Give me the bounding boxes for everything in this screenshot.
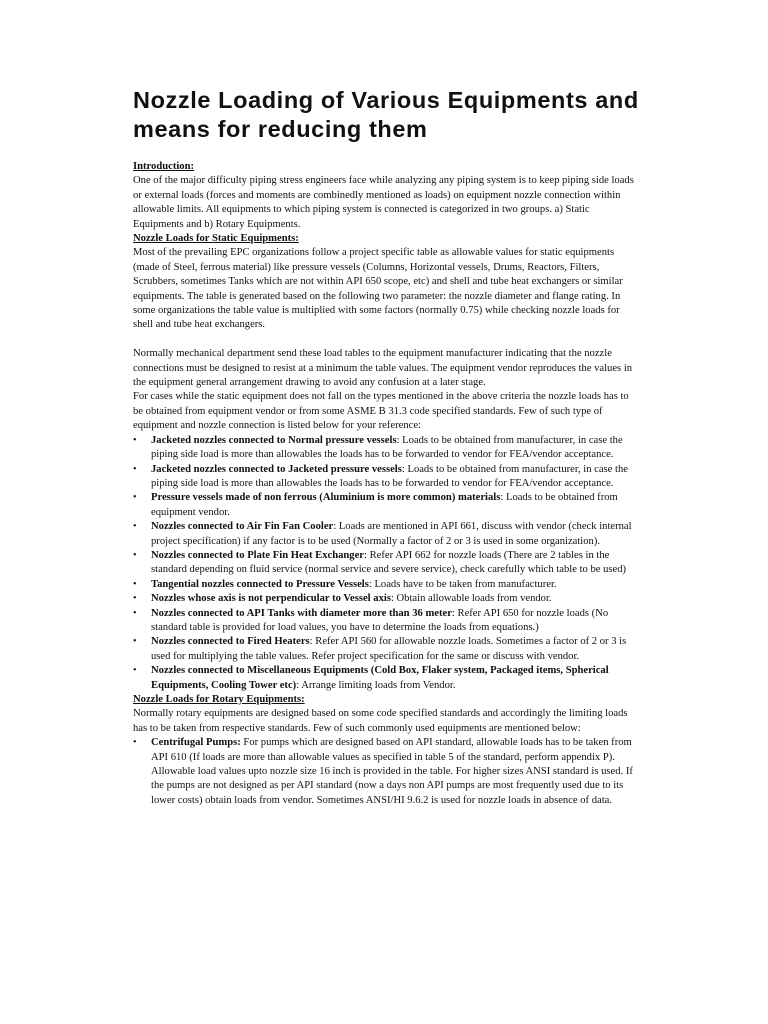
bullet-icon: • xyxy=(133,578,137,590)
list-item-title: Nozzles connected to Fired Heaters xyxy=(151,636,310,648)
list-item xyxy=(133,520,638,549)
list-item-title: Nozzles connected to Miscellaneous Equipments (Cold Box, Flaker system, Packaged items, Spherical Equipments, Cooling Tower etc) xyxy=(151,665,609,691)
bullet-icon: • xyxy=(133,607,137,619)
bullet-icon: • xyxy=(133,521,137,533)
list-item xyxy=(133,736,638,808)
list-item-text: : Loads are mentioned in API 661, discuss with vendor (check internal project specification) if any factor is to be used (Normally a factor of 2 or 3 is used in some organization). xyxy=(151,521,632,547)
bullet-icon: • xyxy=(133,636,137,648)
rotary-equipment-list xyxy=(133,736,638,808)
introduction-heading: Introduction: xyxy=(133,161,195,172)
bullet-icon: • xyxy=(133,492,137,504)
bullet-icon: • xyxy=(133,665,137,677)
list-item xyxy=(133,664,638,693)
list-item-text: : Loads have to be taken from manufacturer. xyxy=(368,578,557,590)
list-item-text: : Refer API 650 for nozzle loads (No standard table is provided for load values, you have to determine the loads from equations.) xyxy=(151,607,609,633)
rotary-paragraph-1: Normally rotary equipments are designed based on some code specified standards and accordingly the limiting loads has to be taken from respective standards. Few of such commonly used equipments are mentioned below: xyxy=(133,708,628,734)
document-body xyxy=(133,160,638,808)
list-item-title: Tangential nozzles connected to Pressure Vessels xyxy=(151,578,369,590)
list-item-title: Nozzles connected to Plate Fin Heat Exchanger xyxy=(151,549,365,561)
bullet-icon: • xyxy=(133,434,137,446)
static-equipments-heading: Nozzle Loads for Static Equipments: xyxy=(133,233,299,245)
list-item xyxy=(133,635,638,664)
bullet-icon: • xyxy=(133,549,137,561)
list-item-title: Nozzles whose axis is not perpendicular to Vessel axis xyxy=(151,593,391,605)
list-item-text: For pumps which are designed based on API standard, allowable loads has to be taken from API 610 (If loads are more than allowable values as specified in table 5 of the standard, perform appendix P). Allowable load values upto nozzle size 16 inch is provided in the table. For higher sizes ANSI standard is used. If the pumps are not designed as per API standard (now a days non API pumps are most frequently used due to its lower costs) obtain loads from vendor. Sometimes ANSI/HI 9.6.2 is used for nozzle loads in absence of data. xyxy=(151,737,633,806)
list-item-title: Nozzles connected to Air Fin Fan Cooler xyxy=(151,521,334,533)
bullet-icon: • xyxy=(133,737,137,749)
static-paragraph-3: For cases while the static equipment does not fall on the types mentioned in the above criteria the nozzle loads has to be obtained from equipment vendor or from some ASME B 31.3 code specified standards. Few of such type of equipment and nozzle connection is listed below for your reference: xyxy=(133,391,629,432)
list-item-text: : Arrange limiting loads from Vendor. xyxy=(296,679,456,691)
list-item-title: Pressure vessels made of non ferrous (Aluminium is more common) materials xyxy=(151,492,501,504)
list-item xyxy=(133,549,638,578)
list-item xyxy=(133,607,638,636)
list-item-title: Nozzles connected to API Tanks with diameter more than 36 meter xyxy=(151,607,452,619)
list-item-title: Centrifugal Pumps: xyxy=(151,737,241,749)
introduction-paragraph: One of the major difficulty piping stress engineers face while analyzing any piping system is to keep piping side loads or external loads (forces and moments are combinedly mentioned as loads) on equipment nozzle connection within allowable limits. All equipments to which piping system is connected is categorized in two groups. a) Static Equipments and b) Rotary Equipments. xyxy=(133,175,634,230)
rotary-equipments-heading: Nozzle Loads for Rotary Equipments: xyxy=(133,694,305,706)
page-title: Nozzle Loading of Various Equipments and means for reducing them xyxy=(133,87,639,142)
bullet-icon: • xyxy=(133,463,137,475)
list-item-text: : Loads to be obtained from manufacturer, in case the piping side load is more than allowables the loads has to be forwarded to vendor for FEA/vendor acceptance. xyxy=(151,463,628,489)
static-equipment-list xyxy=(133,434,638,693)
list-item xyxy=(133,434,638,463)
list-item xyxy=(133,592,638,606)
list-item-title: Jacketed nozzles connected to Jacketed pressure vessels xyxy=(151,463,402,475)
static-paragraph-2: Normally mechanical department send these load tables to the equipment manufacturer indicating that the nozzle connections must be designed to resist at a minimum the table values. The equipment vendor reproduces the values in the equipment general arrangement drawing to avoid any confusion at a later stage. xyxy=(133,348,633,389)
list-item xyxy=(133,463,638,492)
bullet-icon: • xyxy=(133,593,137,605)
paragraph-gap xyxy=(133,333,638,347)
list-item-text: : Refer API 560 for allowable nozzle loads. Sometimes a factor of 2 or 3 is used for multiplying the table values. Refer project specification for the same or discuss with vendor. xyxy=(151,636,627,662)
list-item-text: : Obtain allowable loads from vendor. xyxy=(390,593,552,605)
list-item xyxy=(133,578,638,592)
list-item-text: : Loads to be obtained from manufacturer, in case the piping side load is more than allowables the loads has to be forwarded to vendor for FEA/vendor acceptance. xyxy=(151,434,623,461)
list-item xyxy=(133,491,638,520)
list-item-text: : Loads to be obtained from equipment vendor. xyxy=(151,492,618,518)
static-paragraph-1: Most of the prevailing EPC organizations follow a project specific table as allowable values for static equipments (made of Steel, ferrous material) like pressure vessels (Columns, Horizontal vessels, Drums, Reactors, Filters, Scrubbers, sometimes Tanks which are not within API 650 scope, etc) and shell and tube heat exchangers or similar equipments. The table is generated based on the following two parameter: the nozzle diameter and flange rating. In some organizations the table value is multiplied with some factors (normally 0.75) while checking nozzle loads for shell and tube heat exchangers. xyxy=(133,247,623,331)
list-item-text: : Refer API 662 for nozzle loads (There are 2 tables in the standard depending on fluid service (normal service and severe service), check carefully which table to be used) xyxy=(151,549,627,576)
list-item-title: Jacketed nozzles connected to Normal pressure vessels xyxy=(151,434,397,446)
